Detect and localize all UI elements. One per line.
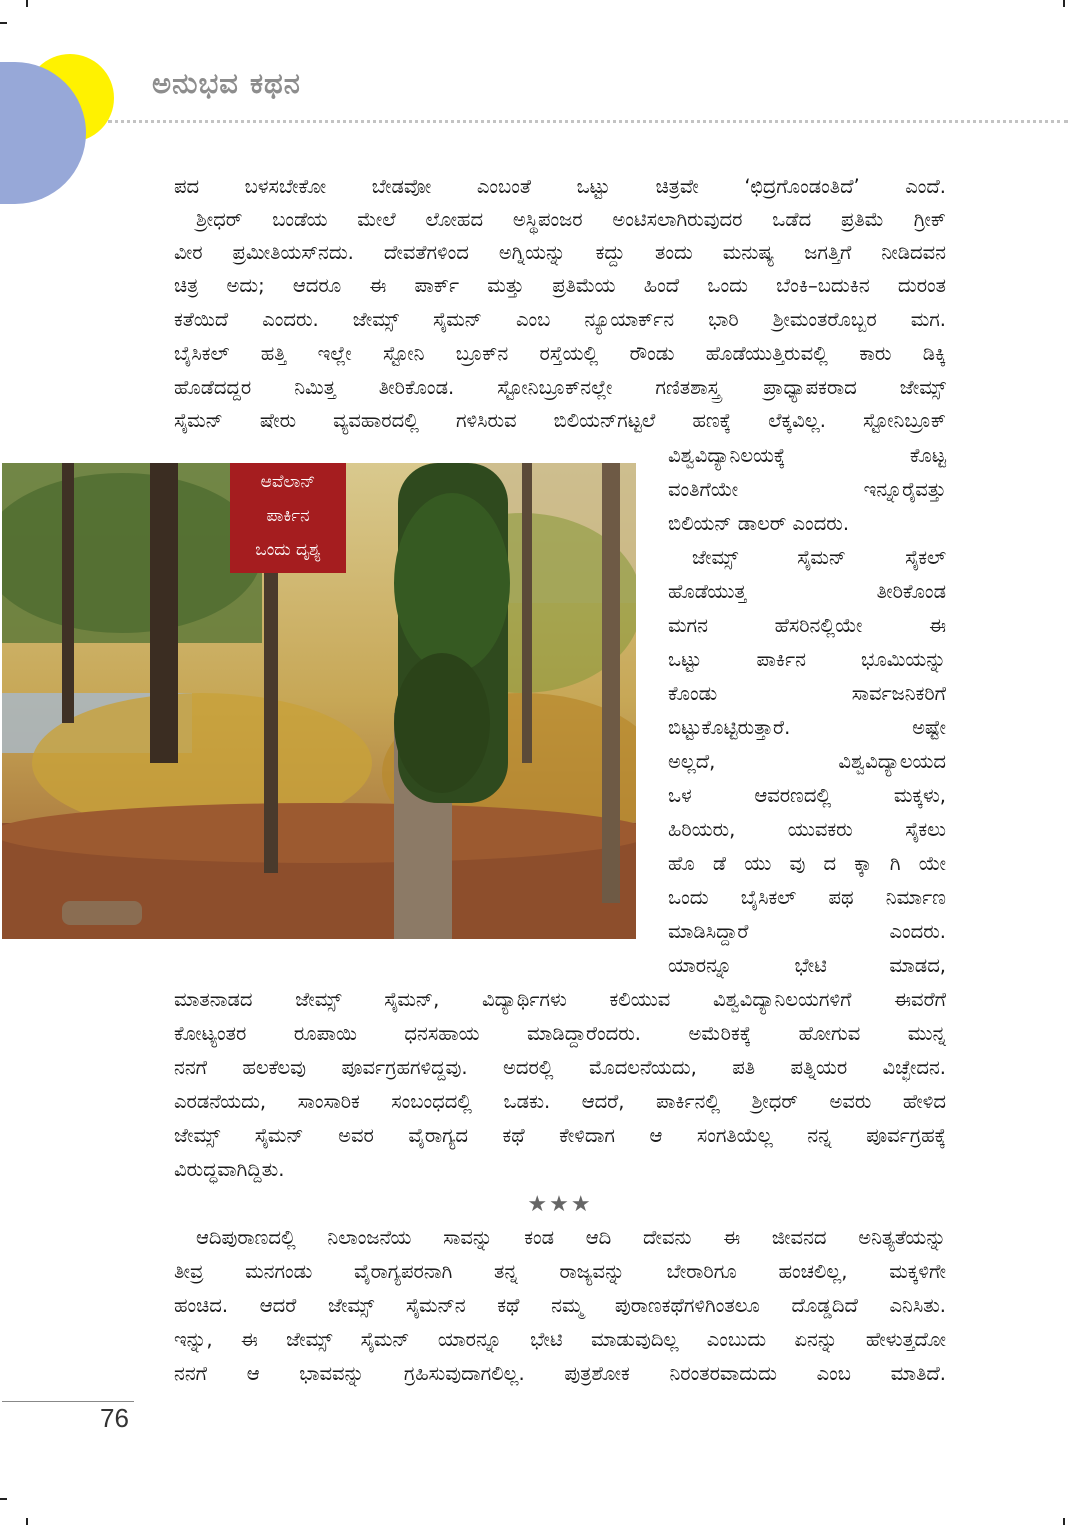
- column-line: ಒಂದು ಬೈಸಿಕಲ್ ಪಥ ನಿರ್ಮಾಣ: [668, 886, 946, 909]
- column-line: ಹೊಡೆಯುತ್ತ ತೀರಿಕೊಂಡ: [668, 580, 946, 603]
- body-line: ನನಗೆ ಆ ಭಾವವನ್ನು ಗ್ರಹಿಸುವುದಾಗಲಿಲ್ಲ. ಪುತ್ರಶೋಕ ನಿರಂತರವಾದುದು ಎಂಬ ಮಾತಿದೆ.: [174, 1362, 946, 1385]
- body-line: ಹಂಚಿದ. ಆದರೆ ಜೇಮ್ಸ್ ಸೈಮನ್‌ನ ಕಥೆ ನಮ್ಮ ಪುರಾಣಕಥೆಗಳಿಗಿಂತಲೂ ದೊಡ್ಡದಿದೆ ಎನಿಸಿತು.: [174, 1294, 946, 1317]
- crop-mark: [0, 1498, 7, 1500]
- body-line: ಕೋಟ್ಯಂತರ ರೂಪಾಯಿ ಧನಸಹಾಯ ಮಾಡಿದ್ದಾರೆಂದರು. ಅಮೆರಿಕಕ್ಕೆ ಹೋಗುವ ಮುನ್ನ: [174, 1022, 946, 1045]
- body-line: ಜೇಮ್ಸ್ ಸೈಮನ್ ಅವರ ವೈರಾಗ್ಯದ ಕಥೆ ಕೇಳಿದಾಗ ಆ ಸಂಗತಿಯೆಲ್ಲ ನನ್ನ ಪೂರ್ವಗ್ರಹಕ್ಕೆ: [174, 1124, 946, 1147]
- body-line: ಮಾತನಾಡದ ಜೇಮ್ಸ್ ಸೈಮನ್, ವಿದ್ಯಾರ್ಥಿಗಳು ಕಲಿಯುವ ವಿಶ್ವವಿದ್ಯಾನಿಲಯಗಳಿಗೆ ಈವರೆಗೆ: [174, 988, 946, 1011]
- column-line: ಕೊಂಡು ಸಾರ್ವಜನಿಕರಿಗೆ: [668, 682, 946, 705]
- column-line: ಅಲ್ಲದೆ, ವಿಶ್ವವಿದ್ಯಾಲಯದ: [668, 750, 946, 773]
- photo-caption-line: ಪಾರ್ಕಿನ: [266, 506, 310, 526]
- section-title: ಅನುಭವ ಕಥನ: [152, 66, 301, 100]
- crop-mark: [1063, 1518, 1065, 1525]
- column-line: ವಂತಿಗೆಯೇ ಇನ್ನೂರೈವತ್ತು: [668, 478, 946, 501]
- column-line: ಜೇಮ್ಸ್ ಸೈಮನ್ ಸೈಕಲ್: [692, 546, 946, 569]
- column-line: ವಿಶ್ವವಿದ್ಯಾನಿಲಯಕ್ಕೆ ಕೊಟ್ಟ: [668, 444, 946, 467]
- crop-mark: [26, 1518, 28, 1525]
- section-separator: ★★★: [527, 1192, 593, 1217]
- body-line: ಎರಡನೆಯದು, ಸಾಂಸಾರಿಕ ಸಂಬಂಧದಲ್ಲಿ ಒಡಕು. ಆದರೆ, ಪಾರ್ಕಿನಲ್ಲಿ ಶ್ರೀಧರ್ ಅವರು ಹೇಳಿದ: [174, 1090, 946, 1113]
- column-line: ಒಟ್ಟು ಪಾರ್ಕಿನ ಭೂಮಿಯನ್ನು: [668, 648, 946, 671]
- crop-mark: [1063, 0, 1065, 7]
- crop-mark: [26, 0, 28, 7]
- body-line: ಪದ ಬಳಸಬೇಕೋ ಬೇಡವೋ ಎಂಬಂತೆ ಒಟ್ಟು ಚಿತ್ರವೇ ‘ಛಿದ್ರಗೊಂಡಂತಿದೆ’ ಎಂದೆ.: [174, 175, 946, 198]
- footer-rule: [2, 1401, 134, 1402]
- body-line: ವೀರ ಪ್ರಮೀತಿಯಸ್‌ನದು. ದೇವತೆಗಳಿಂದ ಅಗ್ನಿಯನ್ನು ಕದ್ದು ತಂದು ಮನುಷ್ಯ ಜಗತ್ತಿಗೆ ನೀಡಿದವನ: [174, 241, 946, 264]
- header-dotted-rule: [108, 120, 1068, 123]
- body-line: ಕತೆಯಿದೆ ಎಂದರು. ಜೇಮ್ಸ್ ಸೈಮನ್ ಎಂಬ ನ್ಯೂಯಾರ್ಕ್‌ನ ಭಾರಿ ಶ್ರೀಮಂತರೊಬ್ಬರ ಮಗ.: [174, 308, 946, 331]
- body-line: ವಿರುದ್ಧವಾಗಿದ್ದಿತು.: [174, 1158, 285, 1181]
- column-line: ಬಿಟ್ಟುಕೊಟ್ಟಿರುತ್ತಾರೆ. ಅಷ್ಟೇ: [668, 716, 946, 739]
- body-line: ಚಿತ್ರ ಅದು; ಆದರೂ ಈ ಪಾರ್ಕ್ ಮತ್ತು ಪ್ರತಿಮೆಯ ಹಿಂದೆ ಒಂದು ಬೆಂಕಿ–ಬದುಕಿನ ದುರಂತ: [174, 274, 946, 297]
- page-number: 76: [100, 1403, 129, 1433]
- body-line: ಸೈಮನ್ ಷೇರು ವ್ಯವಹಾರದಲ್ಲಿ ಗಳಿಸಿರುವ ಬಿಲಿಯನ್‌ಗಟ್ಟಲೆ ಹಣಕ್ಕೆ ಲೆಕ್ಕವಿಲ್ಲ. ಸ್ಟೋನಿಬ್ರೂಕ್: [174, 409, 946, 432]
- body-line: ಇನ್ನು, ಈ ಜೇಮ್ಸ್ ಸೈಮನ್ ಯಾರನ್ನೂ ಭೇಟಿ ಮಾಡುವುದಿಲ್ಲ ಎಂಬುದು ಏನನ್ನು ಹೇಳುತ್ತದೋ: [174, 1328, 946, 1351]
- body-line: ಬೈಸಿಕಲ್ ಹತ್ತಿ ಇಲ್ಲೇ ಸ್ಟೋನಿ ಬ್ರೂಕ್‌ನ ರಸ್ತೆಯಲ್ಲಿ ರೌಂಡು ಹೊಡೆಯುತ್ತಿರುವಲ್ಲಿ ಕಾರು ಡಿಕ್ಕಿ: [174, 342, 946, 365]
- photo-caption-line: ಒಂದು ದೃಶ್ಯ: [255, 540, 321, 560]
- body-line: ಹೊಡೆದದ್ದರ ನಿಮಿತ್ತ ತೀರಿಕೊಂಡ. ಸ್ಟೋನಿಬ್ರೂಕ್‌ನಲ್ಲೇ ಗಣಿತಶಾಸ್ತ್ರ ಪ್ರಾಧ್ಯಾಪಕರಾದ ಜೇಮ್ಸ್: [174, 376, 946, 399]
- column-line: ಯಾರನ್ನೂ ಭೇಟಿ ಮಾಡದ,: [668, 954, 946, 977]
- column-line: ಒಳ ಆವರಣದಲ್ಲಿ ಮಕ್ಕಳು,: [668, 784, 946, 807]
- photo-caption-line: ಆವೆಲಾನ್: [260, 472, 316, 492]
- column-line: ಹೊ ಡೆ ಯು ವು ದ ಕ್ಕಾ ಗಿ ಯೇ: [668, 852, 946, 875]
- column-line: ಹಿರಿಯರು, ಯುವಕರು ಸೈಕಲು: [668, 818, 946, 841]
- body-line: ನನಗೆ ಹಲಕೆಲವು ಪೂರ್ವಗ್ರಹಗಳಿದ್ದವು. ಅದರಲ್ಲಿ ಮೊದಲನೆಯದು, ಪತಿ ಪತ್ನಿಯರ ವಿಚ್ಛೇದನ.: [174, 1056, 946, 1079]
- column-line: ಮಾಡಿಸಿದ್ದಾರೆ ಎಂದರು.: [668, 920, 946, 943]
- body-line: ತೀವ್ರ ಮನಗಂಡು ವೈರಾಗ್ಯಪರನಾಗಿ ತನ್ನ ರಾಜ್ಯವನ್ನು ಬೇರಾರಿಗೂ ಹಂಚಲಿಲ್ಲ, ಮಕ್ಕಳಿಗೇ: [174, 1260, 946, 1283]
- column-line: ಮಗನ ಹೆಸರಿನಲ್ಲಿಯೇ ಈ: [668, 614, 946, 637]
- body-line: ಆದಿಪುರಾಣದಲ್ಲಿ ನಿಲಾಂಜನೆಯ ಸಾವನ್ನು ಕಂಡ ಆದಿ ದೇವನು ಈ ಜೀವನದ ಅನಿತ್ಯತೆಯನ್ನು: [196, 1226, 946, 1249]
- photo-caption: [230, 463, 346, 573]
- body-line: ಶ್ರೀಧರ್ ಬಂಡೆಯ ಮೇಲೆ ಲೋಹದ ಅಸ್ಥಿಪಂಜರ ಅಂಟಿಸಲಾಗಿರುವುದರ ಒಡೆದ ಪ್ರತಿಮೆ ಗ್ರೀಕ್: [196, 208, 946, 231]
- crop-mark: [0, 22, 7, 24]
- column-line: ಬಿಲಿಯನ್ ಡಾಲರ್ ಎಂದರು.: [668, 512, 850, 535]
